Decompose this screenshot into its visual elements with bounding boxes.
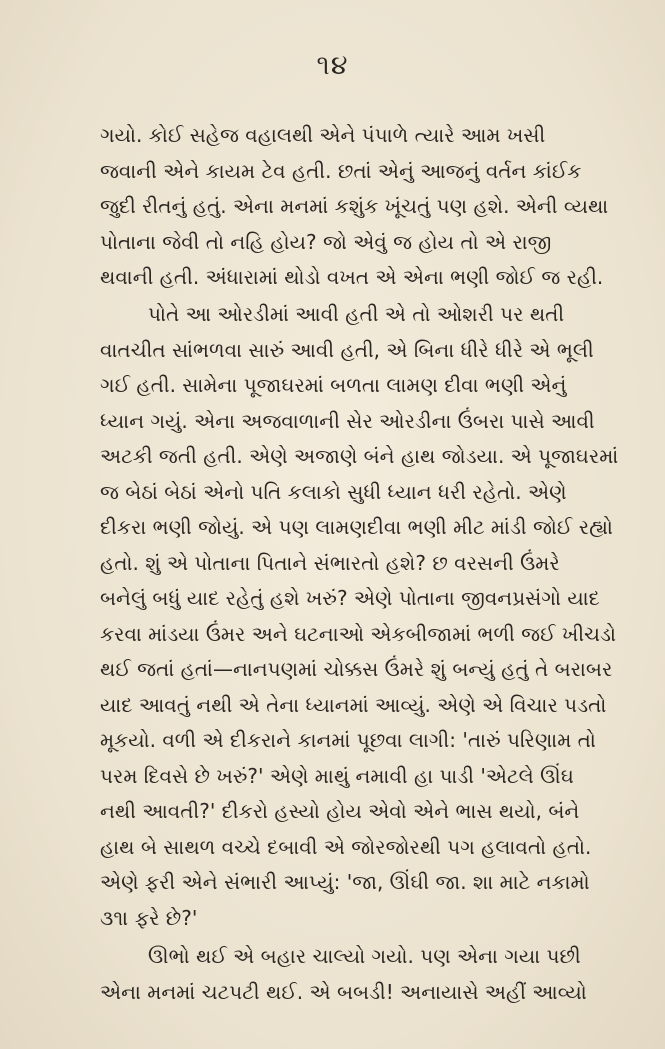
text-line: થઈ જતાં હતાં—નાનપણમાં ચોક્કસ ઉંમરે શું બન્યું હતું તે બરાબર bbox=[100, 657, 613, 681]
page-number: ૧૪ bbox=[316, 50, 349, 81]
text-line: ઊભો થઈ એ બહાર ચાલ્યો ગયો. પણ એના ગયા પછી bbox=[148, 944, 581, 968]
text-line: અટકી જતી હતી. એણે અજાણે બંને હાથ જોડયા. એ પૂજાઘરમાં bbox=[100, 444, 619, 468]
text-line: પોતે આ ઓરડીમાં આવી હતી એ તો ઓશરી પર થતી bbox=[148, 302, 565, 326]
text-line: ધ્યાન ગયું. એના અજવાળાની સેર ઓરડીના ઉંબરા પાસે આવી bbox=[100, 408, 595, 433]
text-line: નથી આવતી?' દીકરો હસ્યો હોય એવો એને ભાસ થયો, બંને bbox=[100, 799, 580, 823]
text-line: એણે ફરી એને સંભારી આપ્યું: 'જા, ઊંઘી જા. શા માટે નકામો bbox=[100, 870, 590, 894]
text-line: યાદ આવતું નથી એ તેના ધ્યાનમાં આવ્યું. એણે એ વિચાર પડતો bbox=[100, 692, 607, 717]
text-line: ૩૧। ફરે છે?' bbox=[100, 905, 198, 930]
text-line: ગઈ હતી. સામેના પૂજાઘરમાં બળતા લામણ દીવા ભણી એનું bbox=[100, 373, 567, 397]
paragraph-1 bbox=[100, 118, 609, 296]
text-line: મૂકયો. વળી એ દીકરાને કાનમાં પૂછવા લાગી: 'તારું પરિણામ તો bbox=[100, 728, 596, 752]
text-line: દીકરા ભણી જોયું. એ પણ લામણદીવા ભણી મીટ માંડી જોઈ રહ્યો bbox=[100, 515, 613, 539]
text-line: એના મનમાં ચટપટી થઈ. એ બબડી! અનાયાસે અહીં આવ્યો bbox=[100, 979, 587, 1004]
text-line: પરમ દિવસે છે ખરું?' એણે માથું નમાવી હા પાડી 'એટલે ઊંઘ bbox=[100, 763, 574, 788]
text-line: ગયો. કોઈ સહેજ વહાલથી એને પંપાળે ત્યારે આમ ખસી bbox=[100, 123, 546, 147]
text-line: જુદી રીતનું હતું. એના મનમાં કશુંક ખૂંચતું પણ હશે. એની વ્યથા bbox=[100, 194, 609, 218]
text-line: હાથ બે સાથળ વચ્ચે દબાવી એ જોરજોરથી પગ હલાવતો હતો. bbox=[100, 834, 592, 859]
text-line: બનેલું બધું યાદ રહેતું હશે ખરું? એણે પોતાના જીવનપ્રસંગો યાદ bbox=[100, 586, 600, 610]
text-line: પોતાના જેવી તો નહિ હોય? જો એવું જ હોય તો એ રાજી bbox=[100, 229, 552, 254]
paragraph-2 bbox=[100, 297, 619, 936]
paragraph-3 bbox=[100, 939, 587, 1010]
text-line: જ બેઠાં બેઠાં એનો પતિ કલાકો સુધી ધ્યાન ધરી રહેતો. એણે bbox=[100, 479, 567, 504]
text-line: વાતચીત સાંભળવા સારું આવી હતી, એ બિના ધીરે ધીરે એ ભૂલી bbox=[100, 337, 594, 362]
text-line: હતો. શું એ પોતાના પિતાને સંભારતો હશે? છ વરસની ઉંમરે bbox=[100, 550, 560, 575]
text-line: થવાની હતી. અંધારામાં થોડો વખત એ એના ભણી જોઈ જ રહી. bbox=[100, 265, 604, 289]
text-line: જવાની એને કાયમ ટેવ હતી. છતાં એનું આજનું વર્તન કાંઈક bbox=[100, 158, 582, 183]
text-line: કરવા માંડયા ઉંમર અને ઘટનાઓ એકબીજામાં ભળી જઈ ખીચડો bbox=[100, 621, 617, 646]
